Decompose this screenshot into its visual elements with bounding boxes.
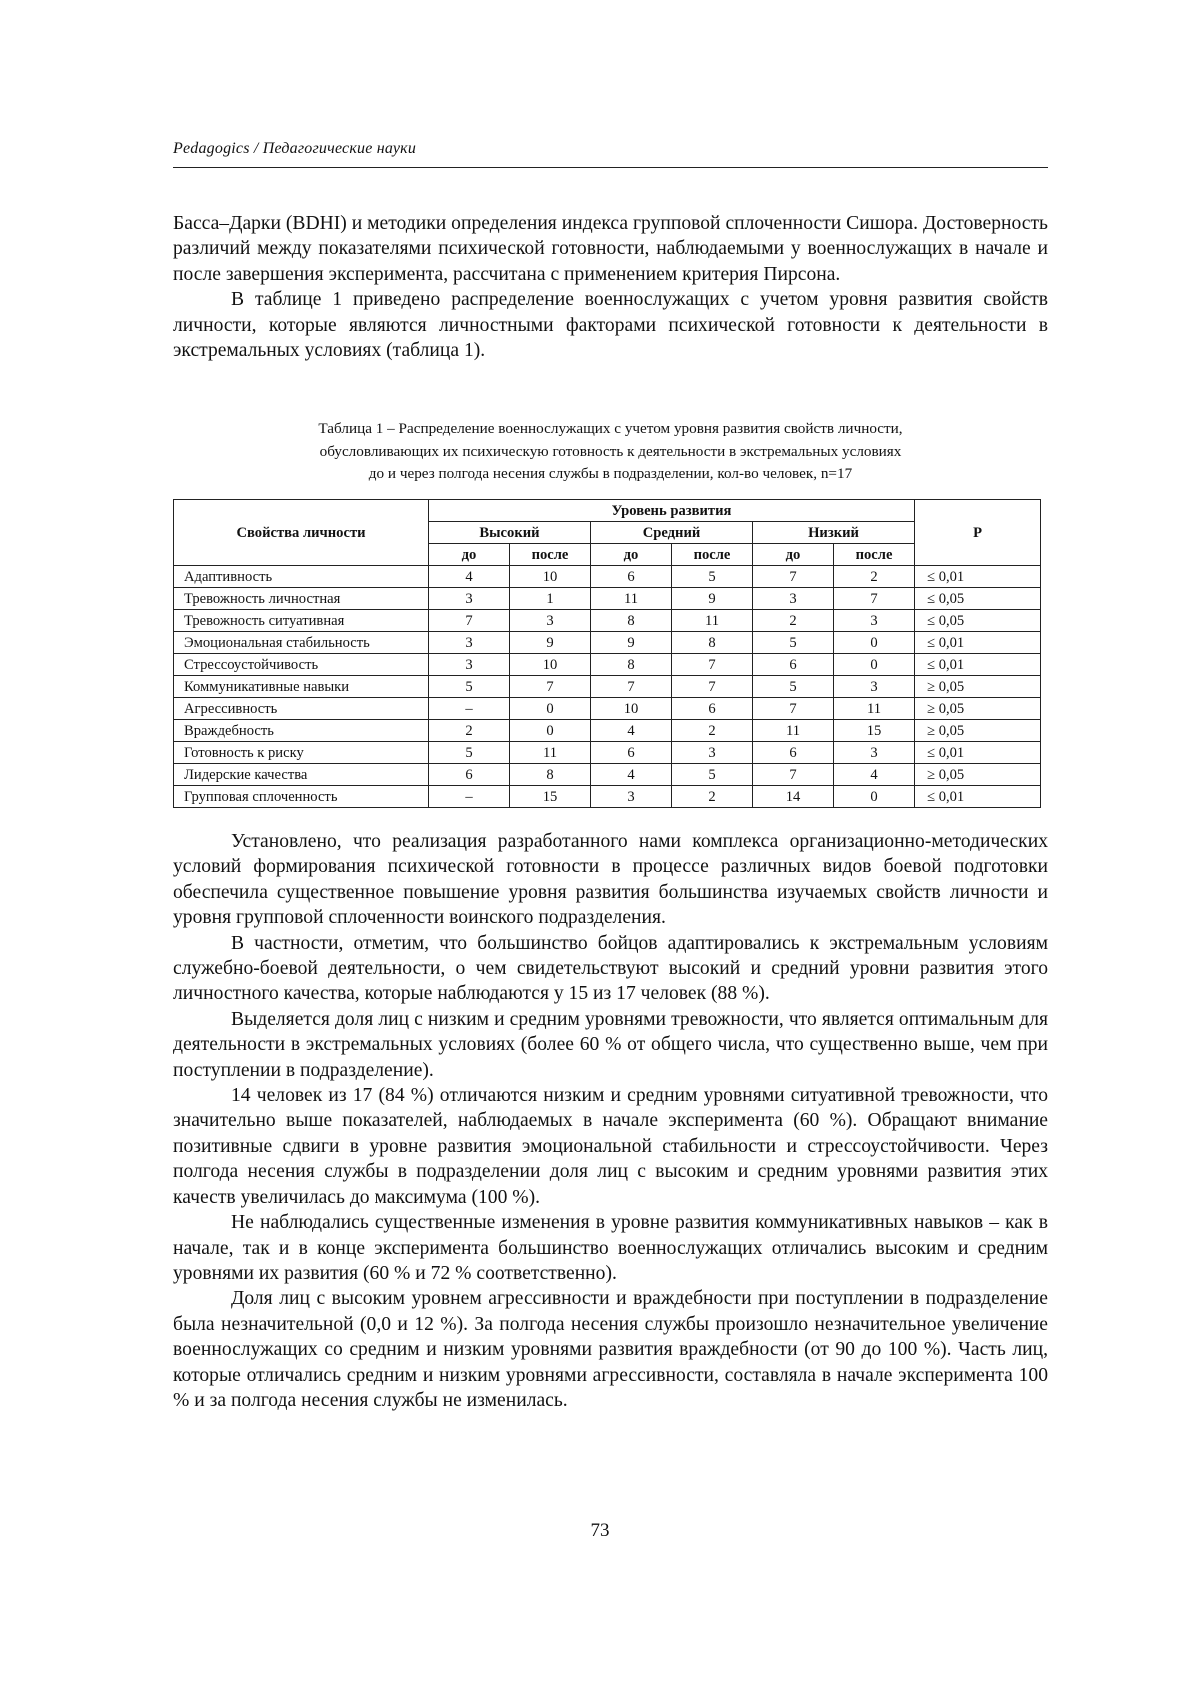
- property-cell: Стрессоустойчивость: [174, 654, 429, 676]
- table-row: [174, 610, 1041, 632]
- table-row: [174, 720, 1041, 742]
- count-cell: 15: [834, 720, 915, 742]
- count-cell: 7: [753, 764, 834, 786]
- count-cell: 11: [834, 698, 915, 720]
- count-cell: 0: [834, 786, 915, 808]
- count-cell: 4: [834, 764, 915, 786]
- count-cell: 11: [753, 720, 834, 742]
- count-cell: –: [429, 786, 510, 808]
- count-cell: 5: [753, 632, 834, 654]
- count-cell: 9: [672, 588, 753, 610]
- count-cell: 11: [591, 588, 672, 610]
- count-cell: 5: [429, 676, 510, 698]
- running-title: Pedagogics / Педагогические науки: [173, 140, 417, 157]
- caption-line: Таблица 1 – Распределение военнослужащих с учетом уровня развития свойств личности,: [318, 420, 903, 437]
- count-cell: 3: [591, 786, 672, 808]
- count-cell: 4: [591, 720, 672, 742]
- header-before: до: [429, 544, 510, 566]
- count-cell: 6: [753, 742, 834, 764]
- table-row: [174, 588, 1041, 610]
- header-group-low: Низкий: [753, 522, 915, 544]
- p-value-cell: ≤ 0,01: [915, 786, 1041, 808]
- count-cell: 3: [834, 676, 915, 698]
- count-cell: 0: [834, 654, 915, 676]
- table-row: [174, 786, 1041, 808]
- count-cell: 9: [510, 632, 591, 654]
- count-cell: 6: [753, 654, 834, 676]
- count-cell: 3: [753, 588, 834, 610]
- count-cell: 10: [510, 566, 591, 588]
- header-before: до: [753, 544, 834, 566]
- results-text-block: [173, 829, 1048, 1413]
- count-cell: 1: [510, 588, 591, 610]
- count-cell: 3: [429, 588, 510, 610]
- property-cell: Агрессивность: [174, 698, 429, 720]
- header-before: до: [591, 544, 672, 566]
- count-cell: 8: [591, 654, 672, 676]
- count-cell: 3: [834, 610, 915, 632]
- header-p: P: [915, 500, 1041, 566]
- property-cell: Групповая сплоченность: [174, 786, 429, 808]
- p-value-cell: ≥ 0,05: [915, 764, 1041, 786]
- count-cell: 0: [510, 720, 591, 742]
- paragraph: Не наблюдались существенные изменения в уровне развития коммуникативных навыков – как в начале, так и в конце эксперимента большинство военнослужащих отличались высоким и средним уровнями их развития (60 % и 72 % соответственно).: [173, 1212, 1048, 1284]
- p-value-cell: ≤ 0,01: [915, 632, 1041, 654]
- table-row: [174, 764, 1041, 786]
- table-row: [174, 654, 1041, 676]
- paragraph: В таблице 1 приведено распределение военнослужащих с учетом уровня развития свойств личности, которые являются личностными факторами психической готовности к деятельности в экстремальных условиях (таблица 1).: [173, 289, 1048, 362]
- count-cell: 8: [591, 610, 672, 632]
- distribution-table: [173, 499, 1041, 808]
- count-cell: 2: [834, 566, 915, 588]
- count-cell: 7: [429, 610, 510, 632]
- count-cell: 11: [510, 742, 591, 764]
- property-cell: Эмоциональная стабильность: [174, 632, 429, 654]
- table-row: [174, 698, 1041, 720]
- count-cell: 6: [672, 698, 753, 720]
- count-cell: 0: [834, 632, 915, 654]
- table-row: [174, 742, 1041, 764]
- count-cell: 8: [672, 632, 753, 654]
- paragraph: Выделяется доля лиц с низким и средним уровнями тревожности, что является оптимальным для деятельности в экстремальных условиях (более 60 % от общего числа, что существенно выше, чем при поступлении в подразделение).: [173, 1008, 1048, 1081]
- count-cell: 7: [753, 566, 834, 588]
- header-rule: [173, 167, 1048, 168]
- header-level: Уровень развития: [429, 500, 915, 522]
- count-cell: 5: [672, 764, 753, 786]
- count-cell: 2: [753, 610, 834, 632]
- header-group-medium: Средний: [591, 522, 753, 544]
- count-cell: 6: [591, 742, 672, 764]
- paragraph: В частности, отметим, что большинство бойцов адаптировались к экстремальным условиям служебно-боевой деятельности, о чем свидетельствуют высокий и средний уровни развития этого личностного качества, которые наблюдаются у 15 из 17 человек (88 %).: [173, 932, 1048, 1005]
- header-property: Свойства личности: [174, 500, 429, 566]
- table-caption: [173, 418, 1048, 486]
- count-cell: 5: [753, 676, 834, 698]
- p-value-cell: ≤ 0,05: [915, 610, 1041, 632]
- property-cell: Адаптивность: [174, 566, 429, 588]
- count-cell: 5: [429, 742, 510, 764]
- count-cell: 15: [510, 786, 591, 808]
- p-value-cell: ≤ 0,01: [915, 654, 1041, 676]
- count-cell: 7: [591, 676, 672, 698]
- property-cell: Коммуникативные навыки: [174, 676, 429, 698]
- header-group-high: Высокий: [429, 522, 591, 544]
- count-cell: 7: [510, 676, 591, 698]
- table-row: [174, 632, 1041, 654]
- count-cell: 7: [834, 588, 915, 610]
- p-value-cell: ≤ 0,01: [915, 566, 1041, 588]
- header-after: после: [510, 544, 591, 566]
- paragraph: Установлено, что реализация разработанного нами комплекса организационно-методических условий формирования психической готовности в процессе различных видов боевой подготовки обеспечила существенное повышение уровня развития большинства изучаемых свойств личности и уровня групповой сплоченности воинского подразделения.: [173, 831, 1048, 929]
- count-cell: –: [429, 698, 510, 720]
- count-cell: 5: [672, 566, 753, 588]
- p-value-cell: ≥ 0,05: [915, 698, 1041, 720]
- p-value-cell: ≤ 0,05: [915, 588, 1041, 610]
- p-value-cell: ≥ 0,05: [915, 676, 1041, 698]
- count-cell: 10: [591, 698, 672, 720]
- paragraph: Басса–Дарки (BDHI) и методики определения индекса групповой сплоченности Сишора. Достоверность различий между показателями психической готовности, наблюдаемыми у военнослужащих в начале и после завершения эксперимента, рассчитана с применением критерия Пирсона.: [173, 213, 1048, 285]
- paragraph: 14 человек из 17 (84 %) отличаются низким и средним уровнями ситуативной тревожности, что значительно выше показателей, наблюдаемых в начале эксперимента (60 %). Обращают внимание позитивные сдвиги в уровне развития эмоциональной стабильности и стрессоустойчивости. Через полгода несения службы в подразделении доля лиц с высоким и средним уровнями развития этих качеств увеличилась до максимума (100 %).: [173, 1085, 1048, 1208]
- count-cell: 11: [672, 610, 753, 632]
- p-value-cell: ≥ 0,05: [915, 720, 1041, 742]
- count-cell: 10: [510, 654, 591, 676]
- count-cell: 4: [591, 764, 672, 786]
- paragraph: Доля лиц с высоким уровнем агрессивности и враждебности при поступлении в подразделение была незначительной (0,0 и 12 %). За полгода несения службы произошло незначительное увеличение военнослужащих со средним и низким уровнями развития враждебности (от 90 до 100 %). Часть лиц, которые отличались средним и низким уровнями агрессивности, составляла в начале эксперимента 100 % и за полгода несения службы не изменилась.: [173, 1288, 1048, 1411]
- property-cell: Готовность к риску: [174, 742, 429, 764]
- property-cell: Лидерские качества: [174, 764, 429, 786]
- header-after: после: [834, 544, 915, 566]
- caption-line: до и через полгода несения службы в подразделении, кол-во человек, n=17: [368, 465, 853, 482]
- p-value-cell: ≤ 0,01: [915, 742, 1041, 764]
- count-cell: 3: [429, 654, 510, 676]
- count-cell: 3: [510, 610, 591, 632]
- count-cell: 7: [672, 654, 753, 676]
- property-cell: Тревожность ситуативная: [174, 610, 429, 632]
- count-cell: 6: [591, 566, 672, 588]
- intro-text-block: [173, 211, 1048, 363]
- count-cell: 6: [429, 764, 510, 786]
- count-cell: 7: [672, 676, 753, 698]
- caption-line: обусловливающих их психическую готовность к деятельности в экстремальных условиях: [319, 442, 902, 460]
- table-row: [174, 566, 1041, 588]
- count-cell: 9: [591, 632, 672, 654]
- count-cell: 3: [672, 742, 753, 764]
- count-cell: 4: [429, 566, 510, 588]
- page-number: 73: [590, 1520, 610, 1541]
- property-cell: Тревожность личностная: [174, 588, 429, 610]
- count-cell: 3: [429, 632, 510, 654]
- count-cell: 0: [510, 698, 591, 720]
- count-cell: 14: [753, 786, 834, 808]
- property-cell: Враждебность: [174, 720, 429, 742]
- count-cell: 2: [672, 786, 753, 808]
- count-cell: 3: [834, 742, 915, 764]
- table-row: [174, 676, 1041, 698]
- count-cell: 7: [753, 698, 834, 720]
- count-cell: 8: [510, 764, 591, 786]
- count-cell: 2: [429, 720, 510, 742]
- count-cell: 2: [672, 720, 753, 742]
- table-body: [174, 566, 1041, 808]
- header-after: после: [672, 544, 753, 566]
